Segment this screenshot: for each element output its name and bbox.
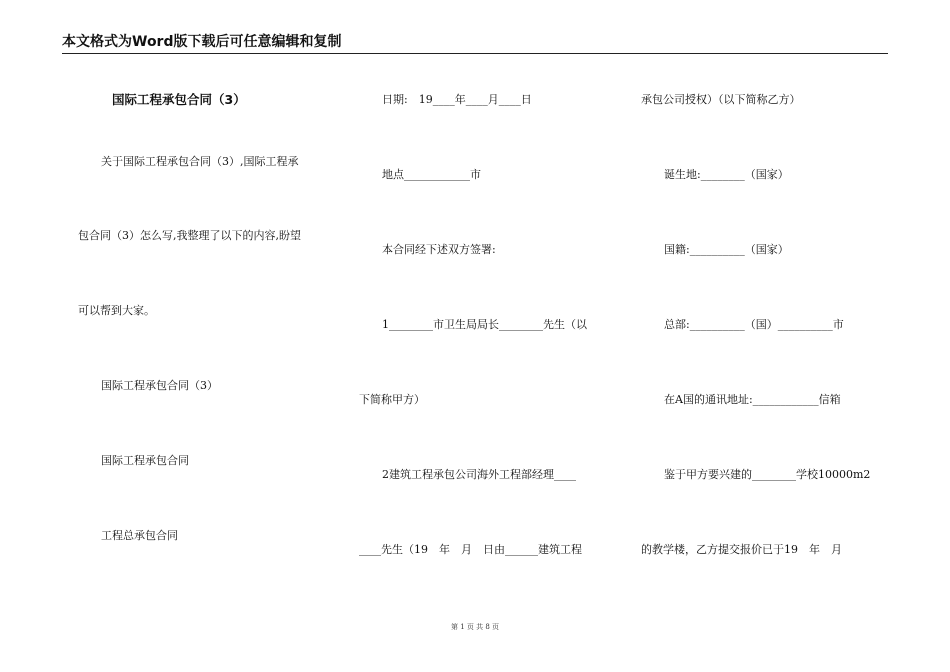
headquarters-line: 总部:__________（国）__________市 <box>664 318 844 331</box>
paragraph-line: 关于国际工程承包合同（3）,国际工程承 <box>101 155 299 168</box>
paragraph-line: 包合同（3）怎么写,我整理了以下的内容,盼望 <box>78 229 301 242</box>
address-line: 在A国的通讯地址:____________信箱 <box>664 393 841 406</box>
paragraph-line: 可以帮到大家。 <box>78 304 155 317</box>
related-title: 工程总承包合同 <box>101 529 178 542</box>
party-b-line: ____先生（19 年 月 日由______建筑工程 <box>359 543 582 556</box>
header-title: 本文格式为Word版下载后可任意编辑和复制 <box>62 34 342 50</box>
document-title: 国际工程承包合同（3） <box>112 92 246 107</box>
recital-line: 的教学楼，乙方提交报价已于19 年 月 <box>641 543 842 556</box>
party-a-line: 下简称甲方） <box>359 393 425 406</box>
related-title: 国际工程承包合同 <box>101 454 189 467</box>
recital-line: 鉴于甲方要兴建的________学校10000m2 <box>664 468 871 481</box>
page-number: 第 1 页 共 8 页 <box>450 623 500 631</box>
signing-parties-line: 本合同经下述双方签署: <box>382 243 496 256</box>
nationality-line: 国籍:__________（国家） <box>664 243 789 256</box>
party-b-line: 2建筑工程承包公司海外工程部经理____ <box>382 468 576 481</box>
related-title: 国际工程承包合同（3） <box>101 379 218 392</box>
date-line: 日期: 19____年____月____日 <box>382 93 532 106</box>
party-a-line: 1________市卫生局局长________先生（以 <box>382 318 587 331</box>
birthplace-line: 诞生地:________（国家） <box>664 168 789 181</box>
party-b-line: 承包公司授权）（以下简称乙方） <box>641 93 801 106</box>
page-header <box>62 33 888 54</box>
location-line: 地点____________市 <box>382 168 481 181</box>
